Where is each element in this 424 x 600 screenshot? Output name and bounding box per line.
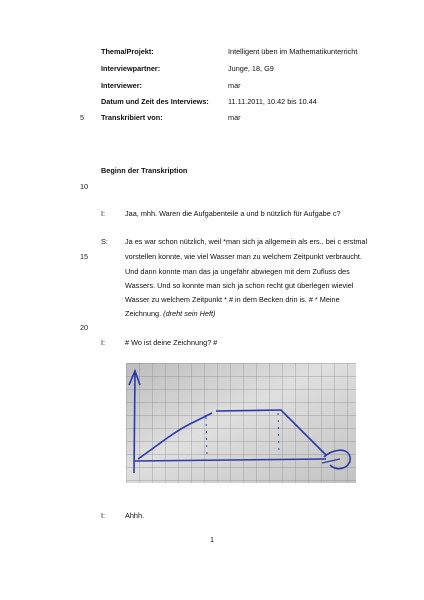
speaker-label: S: [101, 237, 108, 246]
transcript-line: Wasser zu welchem Zeitpunkt * # in dem Becken drin is. # * Meine [125, 295, 340, 304]
graph-paper-sketch [126, 363, 356, 483]
page-number: 1 [209, 535, 215, 544]
section-title: Beginn der Transkription [101, 166, 188, 175]
header-label-partner: Interviewpartner: [101, 64, 161, 73]
transcript-text: Ahhh. [125, 511, 145, 520]
student-drawing-photo [126, 363, 356, 483]
header-label-transcriber: Transkribiert von: [101, 113, 163, 122]
transcript-text: Jaa, mhh. Waren die Aufgabenteile a und b nützlich für Aufgabe c? [125, 209, 341, 218]
line-number-5: 5 [80, 113, 85, 122]
line-number-10: 10 [80, 182, 89, 191]
header-value-interviewer: mar [228, 81, 241, 90]
speaker-label: I: [101, 209, 106, 218]
transcript-line: vorstellen konnte, wie viel Wasser man zu welchem Zeitpunkt verbraucht. [125, 252, 362, 261]
transcript-line: Ja es war schon nützlich, weil *man sich ja allgemein als ers.. bei c erstmal [125, 237, 368, 246]
header-value-transcriber: mar [228, 113, 241, 122]
transcript-line-text: Zeichnung. [125, 309, 162, 318]
line-number-15: 15 [80, 252, 89, 261]
transcript-line: Wassers. Und so konnte man sich ja schon recht gut überlegen wieviel [125, 281, 354, 290]
header-value-datetime: 11.11.2011, 10.42 bis 10.44 [228, 97, 317, 106]
speaker-label: I: [101, 511, 106, 520]
header-label-topic: Thema/Projekt: [101, 47, 154, 56]
line-number-20: 20 [80, 323, 89, 332]
header-value-partner: Junge, 18, G9 [228, 64, 274, 73]
header-value-topic: Intelligent üben im Mathematikunterricht [228, 47, 358, 56]
transcript-line: Und dann konnte man das ja ungefähr abwiegen mit dem Zufluss des [125, 267, 350, 276]
header-label-datetime: Datum und Zeit des Interviews: [101, 97, 209, 106]
stage-direction: (dreht sein Heft) [163, 309, 216, 318]
transcript-text: # Wo ist deine Zeichnung? # [125, 338, 218, 347]
transcript-line [125, 310, 215, 319]
header-label-interviewer: Interviewer: [101, 81, 142, 90]
speaker-label: I: [101, 338, 106, 347]
